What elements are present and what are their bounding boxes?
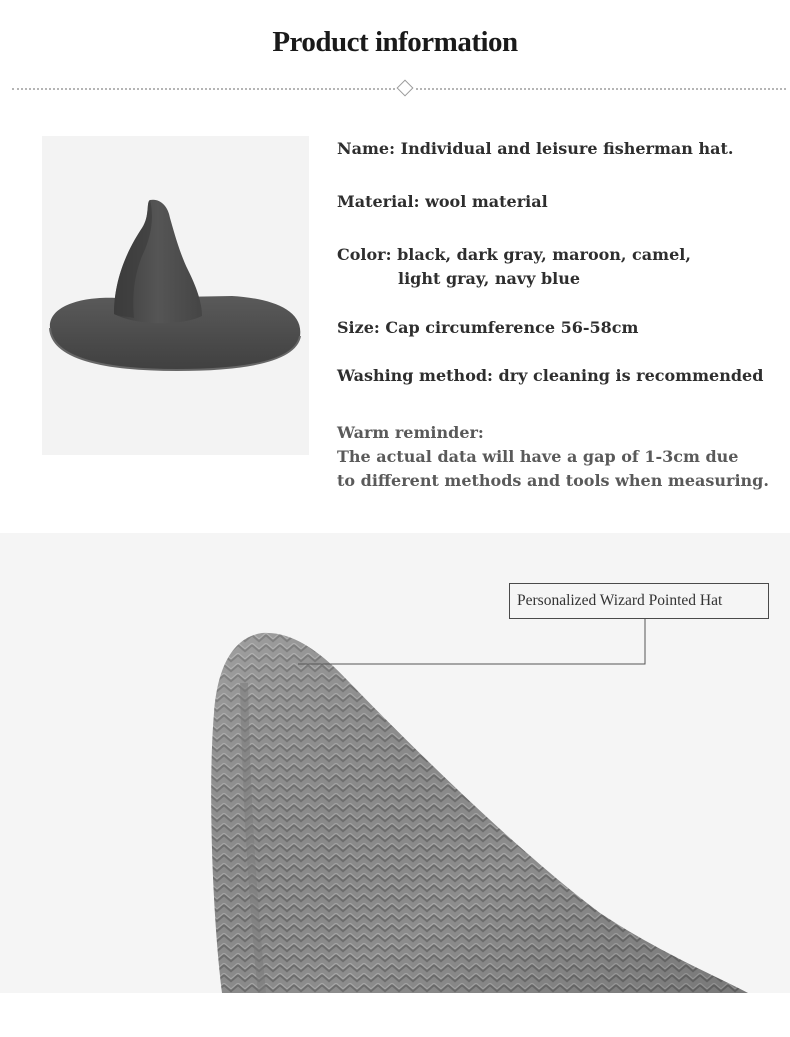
reminder-line-1: The actual data will have a gap of 1-3cm due xyxy=(337,447,739,466)
divider-left xyxy=(12,88,395,90)
callout-leader-line xyxy=(298,619,645,664)
spec-size xyxy=(337,316,638,340)
callout-box xyxy=(509,583,769,619)
reminder-title: Warm reminder: xyxy=(337,423,484,442)
warm-reminder xyxy=(337,421,769,493)
witch-hat-image xyxy=(42,136,309,455)
spec-color xyxy=(337,243,691,291)
callout-label: Personalized Wizard Pointed Hat xyxy=(517,592,723,609)
spec-washing-label: Washing method: xyxy=(337,366,493,385)
spec-size-value: Cap circumference 56-58cm xyxy=(385,318,639,337)
spec-color-line2: light gray, navy blue xyxy=(398,269,581,288)
reminder-line-2: to different methods and tools when measuring. xyxy=(337,471,769,490)
spec-name xyxy=(337,137,733,161)
spec-name-label: Name: xyxy=(337,139,396,158)
divider-right xyxy=(416,88,786,90)
spec-material-label: Material: xyxy=(337,192,420,211)
spec-washing xyxy=(337,364,763,388)
spec-color-label: Color: xyxy=(337,245,392,264)
section-title: Product information xyxy=(272,26,518,58)
spec-color-line1: black, dark gray, maroon, camel, xyxy=(397,245,691,264)
spec-material-value: wool material xyxy=(425,192,548,211)
spec-size-label: Size: xyxy=(337,318,380,337)
spec-washing-value: dry cleaning is recommended xyxy=(498,366,764,385)
detail-closeup xyxy=(0,533,790,993)
product-photo xyxy=(42,136,309,455)
spec-name-value: Individual and leisure fisherman hat. xyxy=(400,139,734,158)
spec-material xyxy=(337,190,548,214)
diamond-icon xyxy=(397,80,414,97)
